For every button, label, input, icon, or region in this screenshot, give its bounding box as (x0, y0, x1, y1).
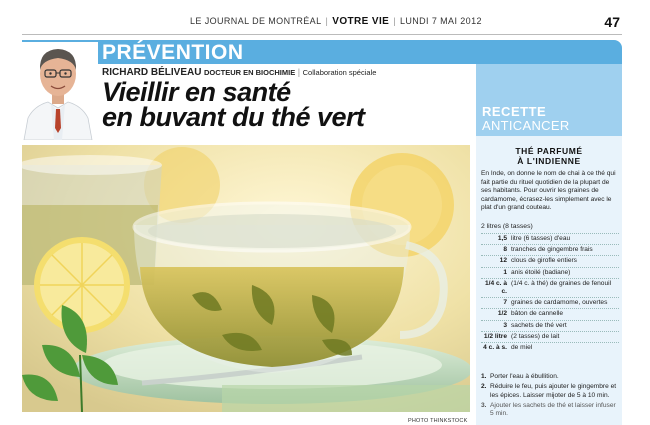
ingredient-qty: 1/2 (497, 310, 507, 318)
ingredient-row (481, 278, 619, 297)
collaboration-note: Collaboration spéciale (302, 68, 377, 77)
newspaper-name: LE JOURNAL DE MONTRÉAL (190, 16, 322, 26)
ingredient-row (481, 308, 619, 319)
ingredient-qty: 8 (503, 246, 507, 254)
step-number: 3. (481, 401, 487, 409)
ingredient-desc: sachets de thé vert (511, 321, 567, 329)
ingredient-row (481, 267, 619, 278)
ingredient-desc: clous de girofle entiers (511, 257, 577, 265)
recipe-steps (481, 373, 619, 420)
ingredient-row (481, 244, 619, 255)
ingredient-row (481, 255, 619, 266)
ingredient-qty: 1,5 (497, 235, 507, 242)
headline-line-1: Vieillir en santé (102, 77, 291, 107)
step-number: 1. (481, 373, 487, 380)
photo-credit: PHOTO THINKSTOCK (408, 418, 468, 424)
step-text: Ajouter les sachets de thé et laisser infuser 5 min. (490, 401, 616, 418)
ingredient-row (481, 233, 619, 244)
author-role: DOCTEUR EN BIOCHIMIE (203, 68, 296, 77)
recipe-name-line-2: À L'INDIENNE (517, 156, 581, 166)
step-text: Porter l'eau à ébullition. (490, 373, 559, 380)
ingredient-desc: litre (6 tasses) d'eau (511, 235, 571, 242)
page-number: 47 (604, 14, 620, 30)
recipe-yield: 2 litres (8 tasses) (481, 223, 533, 230)
author-name: RICHARD BÉLIVEAU (102, 67, 202, 78)
recipe-header-band (476, 64, 622, 136)
ingredient-qty: 1/4 c. à c. (485, 279, 507, 296)
ingredient-row (481, 320, 619, 331)
masthead-rule (22, 34, 622, 35)
recipe-intro: En Inde, on donne le nom de chai à ce thé qui fait partie du rituel quotidien de la plupart de ses habitants. Pour ouvrir les graines de cardamome, écrasez-les simplement avec le plat d'un grand couteau. (481, 170, 616, 212)
section-name: VOTRE VIE (332, 16, 390, 27)
article-headline (102, 77, 462, 132)
ingredient-row (481, 297, 619, 308)
byline: RICHARD BÉLIVEAU DOCTEUR EN BIOCHIMIE | Collaboration spéciale (102, 67, 377, 78)
banner-title: PRÉVENTION (102, 41, 244, 64)
recipe-label-sub: ANTICANCER (482, 118, 570, 133)
step-number: 2. (481, 383, 487, 391)
recipe-sidebar (476, 64, 622, 425)
recipe-step (481, 402, 619, 419)
author-portrait (18, 20, 98, 140)
issue-date: LUNDI 7 MAI 2012 (399, 16, 482, 26)
section-banner (22, 40, 622, 64)
ingredient-qty: 1 (503, 268, 507, 276)
ingredient-qty: 3 (503, 321, 507, 329)
recipe-name-line-1: THÉ PARFUMÉ (515, 146, 583, 156)
ingredient-desc: graines de cardamome, ouvertes (511, 299, 608, 307)
ingredient-desc: (2 tasses) de lait (511, 332, 560, 340)
ingredient-desc: de miel (511, 344, 533, 352)
tea-photo (22, 145, 470, 412)
recipe-name (476, 146, 622, 166)
ingredient-row (481, 342, 619, 353)
ingredient-desc: tranches de gingembre frais (511, 246, 593, 254)
recipe-step (481, 383, 619, 400)
ingredient-desc: anis étoilé (badiane) (511, 268, 571, 276)
recipe-step (481, 373, 619, 381)
ingredient-qty: 4 c. à s. (483, 344, 507, 352)
ingredients-list (481, 233, 619, 353)
ingredient-qty: 12 (499, 257, 507, 265)
headline-line-2: en buvant du thé vert (102, 102, 365, 132)
ingredient-qty: 7 (503, 299, 507, 307)
masthead-line: LE JOURNAL DE MONTRÉAL | VOTRE VIE | LUNDI 7 MAI 2012 (190, 16, 482, 27)
recipe-label: RECETTE (482, 104, 547, 119)
step-text: Réduire le feu, puis ajouter le gingembre et les épices. Laisser mijoter de 5 à 10 min. (490, 383, 617, 399)
ingredient-desc: bâton de cannelle (511, 310, 564, 318)
ingredient-desc: (1/4 c. à thé) de graines de fenouil (511, 279, 612, 287)
ingredient-qty: 1/2 litre (483, 332, 507, 340)
ingredient-row (481, 331, 619, 342)
